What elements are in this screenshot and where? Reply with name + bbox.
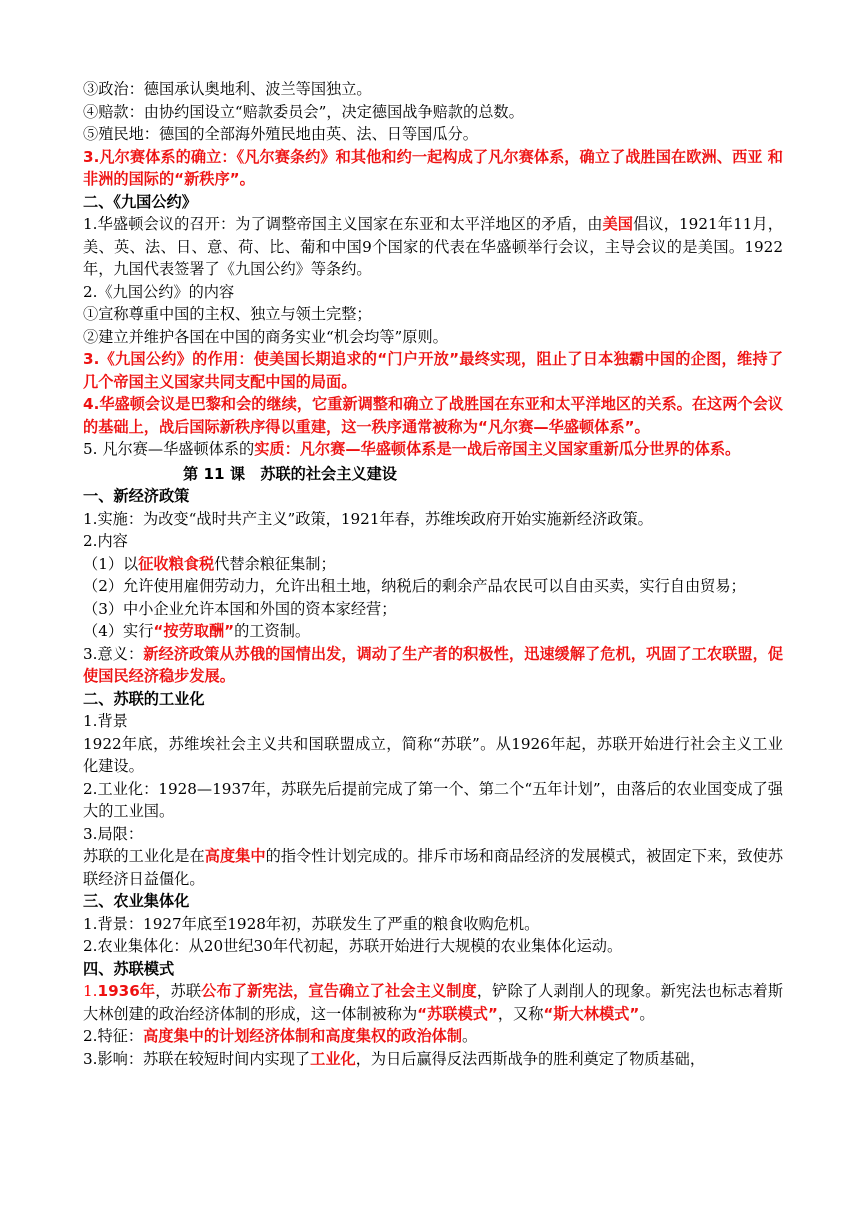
text: （1）以	[83, 554, 139, 573]
text: 3.影响：苏联在较短时间内实现了	[83, 1049, 311, 1068]
text: 2.特征：	[83, 1027, 144, 1045]
section-heading: 二、苏联的工业化	[83, 689, 205, 708]
section-heading: 一、新经济政策	[83, 487, 190, 505]
paragraph	[83, 845, 783, 890]
paragraph	[83, 620, 783, 643]
paragraph	[83, 213, 783, 281]
text: 5. 凡尔赛—华盛顿体系的	[83, 440, 255, 458]
highlight-text: 公布了新宪法，宣告确立了社会主义制度	[201, 982, 477, 1000]
section-heading: 三、农业集体化	[83, 892, 190, 910]
section-heading: 二、《九国公约》	[83, 192, 197, 211]
paragraph	[83, 980, 783, 1025]
paragraph: （3）中小企业允许本国和外国的资本家经营；	[83, 599, 397, 618]
text: 。	[639, 1004, 655, 1023]
text: 苏联的工业化是在	[83, 847, 205, 865]
paragraph	[83, 553, 783, 576]
paragraph: ①宣称尊重中国的主权、独立与领土完整；	[83, 305, 372, 323]
text: 代替余粮征集制；	[214, 554, 336, 573]
highlight-text: 征收粮食税	[138, 554, 215, 573]
paragraph: 2.工业化：1928—1937年，苏联先后提前完成了第一个、第二个“五年计划”，由落后的农业国变成了强大的工业国。	[83, 779, 783, 820]
text: ，又称	[497, 1004, 544, 1023]
paragraph: 1.背景	[83, 712, 128, 730]
paragraph: 2.农业集体化：从20世纪30年代初起，苏联开始进行大规模的农业集体化运动。	[83, 937, 623, 955]
paragraph: （2）允许使用雇佣劳动力，允许出租土地，纳税后的剩余产品农民可以自由买卖，实行自由贸易；	[83, 577, 746, 595]
paragraph-highlight: 3.凡尔赛体系的确立：《凡尔赛条约》和其他和约一起构成了凡尔赛体系，确立了战胜国在欧洲、西亚 和非洲的国际的“新秩序”。	[83, 147, 783, 188]
highlight-text: 美国	[602, 215, 634, 233]
paragraph: ④赔款：由协约国设立“赔款委员会”，决定德国战争赔款的总数。	[83, 102, 524, 121]
lesson-title: 第 11 课 苏联的社会主义建设	[183, 464, 397, 483]
text: 。	[462, 1027, 478, 1045]
text: 倡议，1921年11月，美、英、法、日、意、荷、比、葡和中国9个国家的代表在华盛顿举行会议，主导会议的是美国。1922年，九国代表签署了《九国公约》等条约。	[83, 215, 783, 278]
paragraph	[83, 1048, 783, 1071]
paragraph	[83, 1025, 783, 1048]
highlight-text: 新经济政策从苏俄的国情出发，调动了生产者的积极性，迅速缓解了危机，巩固了工农联盟，促使国民经济稳步发展。	[83, 644, 784, 685]
highlight-text: 实质	[254, 440, 285, 458]
text: 3.意义：	[83, 644, 144, 663]
paragraph: 1.背景：1927年底至1928年初，苏联发生了严重的粮食收购危机。	[83, 914, 540, 933]
paragraph: 1.实施：为改变“战时共产主义”政策，1921年春，苏维埃政府开始实施新经济政策。	[83, 509, 653, 528]
text: 1.	[83, 982, 98, 1000]
paragraph: ②建立并维护各国在中国的商务实业“机会均等”原则。	[83, 327, 448, 346]
text: ，为日后赢得反法西斯战争的胜利奠定了物质基础，	[355, 1049, 705, 1068]
paragraph: 1922年底，苏维埃社会主义共和国联盟成立，简称“苏联”。从1926年起，苏联开始进行社会主义工业化建设。	[83, 734, 783, 775]
highlight-text: “按劳取酬”	[153, 622, 235, 640]
paragraph: ③政治：德国承认奥地利、波兰等国独立。	[83, 80, 372, 98]
paragraph: 2.《九国公约》的内容	[83, 282, 235, 301]
text: 的指令性计划完成的。排斥市场和商品经济的发展模式，被固定下来，致使苏联经济日益僵化。	[83, 847, 784, 888]
document-page	[83, 78, 783, 1070]
section-heading: 四、苏联模式	[83, 959, 175, 978]
highlight-text: 1936年	[97, 982, 156, 1000]
highlight-text: 高度集中的计划经济体制和高度集权的政治体制	[143, 1027, 462, 1045]
highlight-text: 高度集中	[204, 847, 266, 865]
highlight-text: 工业化	[310, 1049, 356, 1068]
paragraph	[83, 438, 783, 461]
text: ，苏联	[155, 982, 202, 1000]
paragraph: 3.局限：	[83, 824, 144, 843]
highlight-text: “斯大林模式”	[543, 1004, 640, 1023]
highlight-text: “苏联模式”	[417, 1004, 498, 1023]
paragraph: 2.内容	[83, 532, 128, 550]
text: ，铲除了人剥削人的现象。新宪法也标志着斯大林创建的政治经济体制的形成，这一体制被称为	[83, 982, 784, 1023]
text: （4）实行	[83, 622, 154, 640]
paragraph	[83, 643, 783, 688]
highlight-text: ：凡尔赛—华盛顿体系是一战后帝国主义国家重新瓜分世界的体系。	[284, 440, 741, 458]
text: 1.华盛顿会议的召开：为了调整帝国主义国家在东亚和太平洋地区的矛盾，由	[83, 215, 603, 233]
text: 的工资制。	[234, 622, 311, 640]
paragraph-highlight: 3.《九国公约》的作用：使美国长期追求的“门户开放”最终实现，阻止了日本独霸中国的企图，维持了几个帝国主义国家共同支配中国的局面。	[83, 350, 783, 391]
paragraph: ⑤殖民地：德国的全部海外殖民地由英、法、日等国瓜分。	[83, 125, 478, 143]
paragraph-highlight: 4.华盛顿会议是巴黎和会的继续，它重新调整和确立了战胜国在东亚和太平洋地区的关系。在这两个会议的基础上，战后国际新秩序得以重建，这一秩序通常被称为“凡尔赛—华盛顿体系”。	[83, 395, 783, 436]
